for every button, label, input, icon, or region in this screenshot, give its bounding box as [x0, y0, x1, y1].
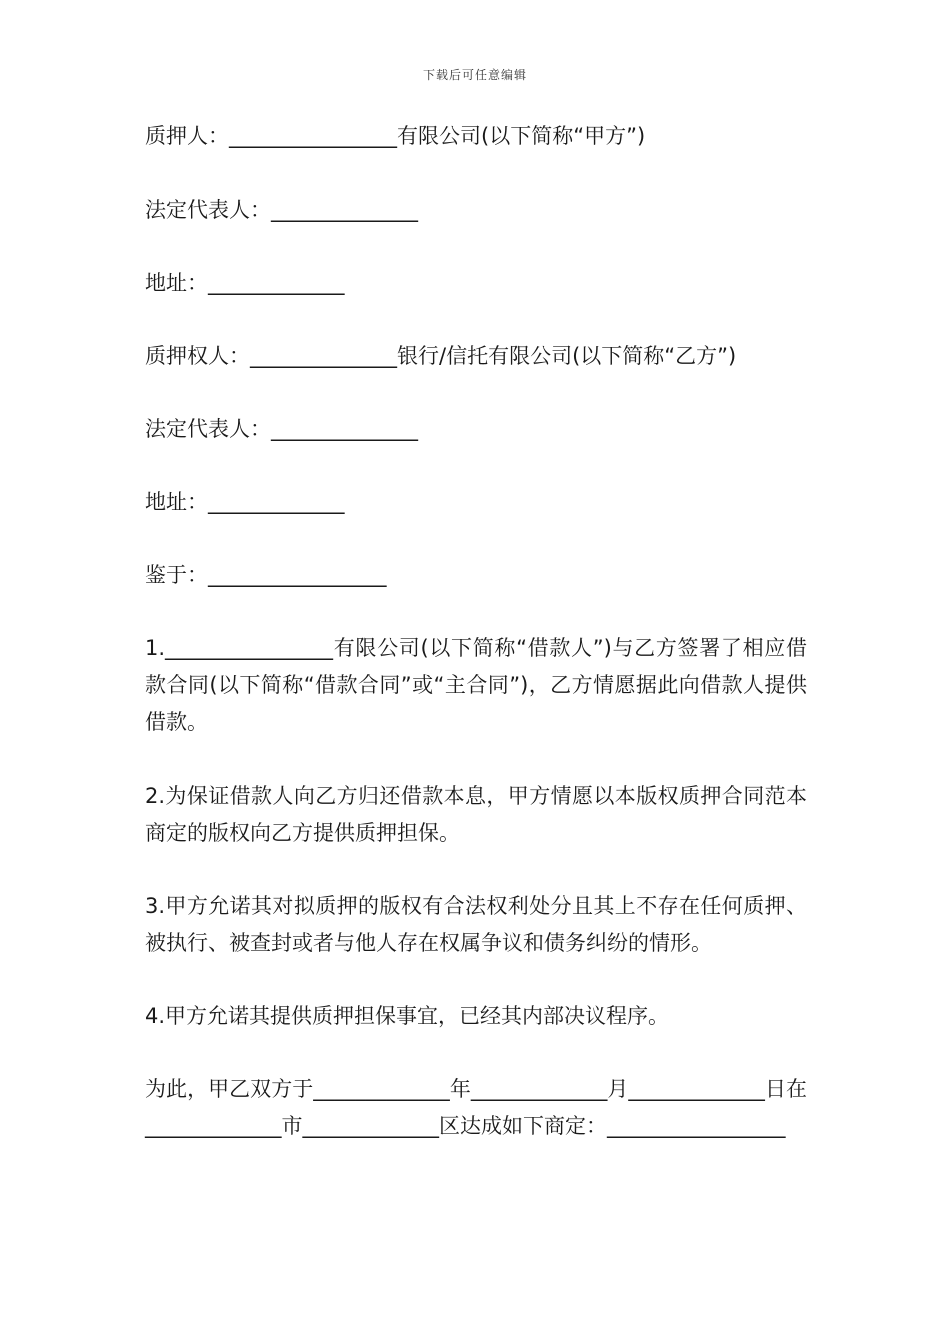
pledgor-address-line: 地址：_____________: [145, 271, 345, 295]
closing-paragraph: 为此，甲乙双方于_____________年_____________月_____________日在_____________市_____________区达成如下商定：_________________: [145, 1077, 807, 1138]
recital-1: 1.________________有限公司(以下简称“借款人”)与乙方签署了相应借款合同(以下简称“借款合同”或“主合同”)，乙方情愿据此向借款人提供借款。: [145, 636, 807, 734]
recital-3: 3.甲方允诺其对拟质押的版权有合法权利处分且其上不存在任何质押、被执行、被查封或者与他人存在权属争议和债务纠纷的情形。: [145, 894, 807, 955]
pledgee-address-line: 地址：_____________: [145, 490, 345, 514]
recital-2: 2.为保证借款人向乙方归还借款本息，甲方情愿以本版权质押合同范本商定的版权向乙方提供质押担保。: [145, 784, 807, 845]
whereas-line: 鉴于：_________________: [145, 563, 387, 587]
pledgee-representative-line: 法定代表人：______________: [145, 417, 418, 441]
pledgee-line: 质押权人：______________银行/信托有限公司(以下简称“乙方”): [145, 344, 737, 368]
header-note: 下载后可任意编辑: [422, 68, 527, 82]
recital-4: 4.甲方允诺其提供质押担保事宜，已经其内部决议程序。: [145, 1004, 670, 1028]
pledgor-line: 质押人：________________有限公司(以下简称“甲方”): [145, 124, 646, 148]
pledgor-representative-line: 法定代表人：______________: [145, 198, 418, 222]
